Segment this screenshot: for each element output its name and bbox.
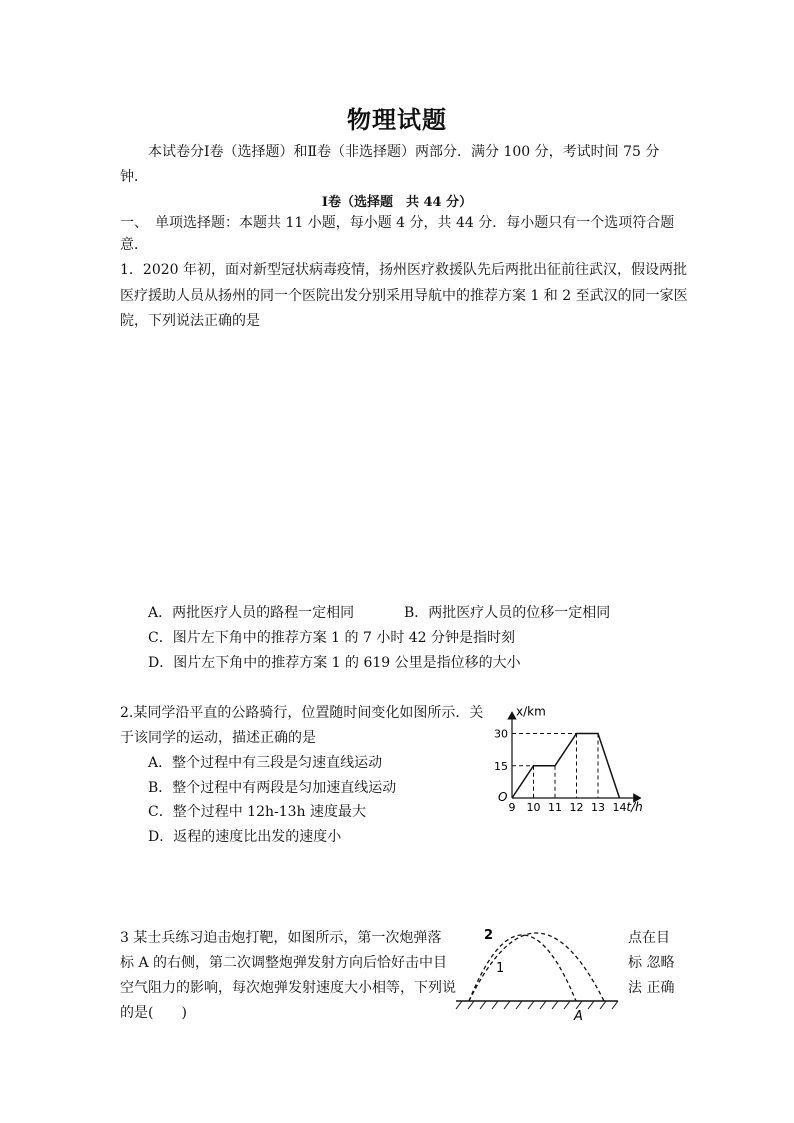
q3-right-2: 标 忽略 <box>628 955 675 971</box>
q3-line-1: 3 某士兵练习迫击炮打靶，如图所示，第一次炮弹落 <box>120 930 442 946</box>
origin-label: O <box>498 790 508 804</box>
q2-option-c: C．整个过程中 12h-13h 速度最大 <box>148 804 367 820</box>
y-tick-label-15: 15 <box>494 759 508 773</box>
x-tick-label-11: 11 <box>548 801 562 813</box>
q1-line-3: 院，下列说法正确的是 <box>120 313 260 329</box>
intro-line-1: 本试卷分Ⅰ卷（选择题）和Ⅱ卷（非选择题）两部分．满分 100 分，考试时间 75 分 <box>148 144 660 160</box>
page-title: 物理试题 <box>347 105 447 134</box>
q3-right-1: 点在目 <box>628 930 670 946</box>
trajectory-2 <box>469 935 576 1001</box>
x-tick-label-14: 14 <box>612 801 627 813</box>
y-axis-label: x/km <box>516 704 546 719</box>
trajectory-2-label: 2 <box>484 928 494 943</box>
section-instruction-1: 一、 单项选择题：本题共 11 小题，每小题 4 分，共 44 分．每小题只有一个选项符合题 <box>120 215 675 231</box>
section-instruction-2: 意． <box>120 237 148 253</box>
x-tick-label-10: 10 <box>526 801 541 813</box>
q2-option-a: A．整个过程中有三段是匀速直线运动 <box>148 755 383 771</box>
q1-line-2: 医疗援助人员从扬州的同一个医院出发分别采用导航中的推荐方案 1 和 2 至武汉的同一家医 <box>120 288 688 304</box>
q2-option-b: B．整个过程中有两段是匀加速直线运动 <box>148 780 397 796</box>
y-tick-label-30: 30 <box>494 727 508 741</box>
q1-option-b: B．两批医疗人员的位移一定相同 <box>404 605 611 621</box>
q3-line-2: 标 A 的右侧，第二次调整炮弹发射方向后恰好击中目 <box>120 955 448 971</box>
x-axis-label: t/h <box>626 800 643 813</box>
q1-option-a: A．两批医疗人员的路程一定相同 <box>148 605 355 621</box>
section-header: Ⅰ卷（选择题 共 44 分） <box>321 195 473 210</box>
target-a-label: A <box>574 1009 583 1024</box>
q2-line-2: 于该同学的运动，描述正确的是 <box>120 730 316 746</box>
q3-line-3: 空气阻力的影响，每次炮弹发射速度大小相等，下列说 <box>120 980 456 996</box>
x-tick-label-12: 12 <box>569 801 584 813</box>
trajectory-1 <box>469 933 604 1001</box>
x-tick-label-9: 9 <box>508 801 516 813</box>
intro-line-2: 钟． <box>120 169 148 185</box>
q3-line-4: 的是( ) <box>120 1005 187 1021</box>
q1-line-1: 1．2020 年初，面对新型冠状病毒疫情，扬州医疗救援队先后两批出征前往武汉，假设两批 <box>120 262 687 278</box>
q1-option-c: C．图片左下角中的推荐方案 1 的 7 小时 42 分钟是指时刻 <box>148 630 516 646</box>
x-tick-label-13: 13 <box>591 801 605 813</box>
projectile-figure <box>452 905 622 1025</box>
q2-option-d: D．返程的速度比出发的速度小 <box>148 829 342 845</box>
q2-line-1: 2.某同学沿平直的公路骑行，位置随时间变化如图所示．关 <box>120 705 484 721</box>
position-time-chart <box>490 698 670 813</box>
trajectory-1-label: 1 <box>496 961 505 976</box>
ground-hatching <box>456 1001 618 1009</box>
q3-right-3: 法 正确 <box>628 980 675 996</box>
q1-option-d: D．图片左下角中的推荐方案 1 的 619 公里是指位移的大小 <box>148 655 521 671</box>
